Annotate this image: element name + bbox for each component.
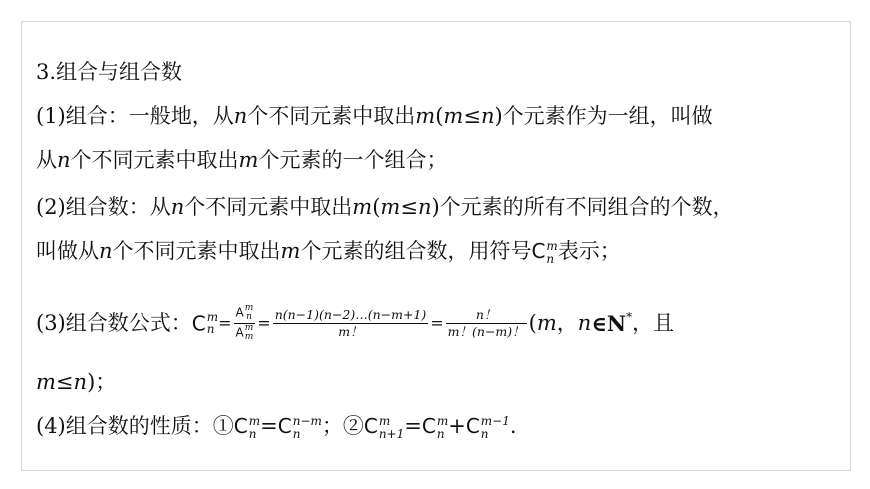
le-sign: ≤ <box>400 195 418 219</box>
section-heading: 3.组合与组合数 <box>36 60 183 84</box>
comb-symbol: C <box>233 414 248 439</box>
paren: ( <box>435 104 444 128</box>
var-n: n <box>57 148 71 172</box>
var-m: m <box>352 195 373 219</box>
comb-scripts <box>207 311 218 336</box>
fraction-product <box>273 307 429 339</box>
var-n: n <box>417 195 432 219</box>
sup-m: m <box>546 239 558 253</box>
comb-symbol: C <box>363 414 378 439</box>
sup-m: m <box>244 322 254 333</box>
frac-num: n！ <box>446 307 527 324</box>
var-m: m <box>415 104 436 128</box>
frac-den <box>234 324 256 343</box>
element-of-sign: ∈ <box>591 310 607 336</box>
def-text: 个元素作为一组，叫做 <box>502 104 713 128</box>
paren: ( <box>372 195 381 219</box>
comb-scripts <box>546 240 557 265</box>
def-text: 个不同元素中取出 <box>184 195 353 219</box>
perm-symbol: A <box>235 305 244 320</box>
frac-den: m！ <box>338 323 363 339</box>
and-text: ，且 <box>632 310 675 335</box>
sub: n+1 <box>378 426 405 441</box>
paren: ) <box>431 195 440 219</box>
star: * <box>626 309 633 324</box>
sub: n <box>436 426 445 441</box>
circled-one: ① <box>212 414 234 439</box>
var-n: n <box>480 104 495 128</box>
equals: = <box>257 313 271 333</box>
circled-two: ② <box>342 414 364 439</box>
var-m: m <box>280 239 301 264</box>
frac-num <box>234 304 256 324</box>
sup-m: m <box>206 309 219 324</box>
def-text: 个不同元素中取出 <box>247 104 416 128</box>
comb-scripts <box>249 415 260 440</box>
comb-symbol: C <box>531 239 546 264</box>
comb-symbol: C <box>277 414 292 439</box>
var-m: m <box>238 148 259 172</box>
sub-n: n <box>246 312 252 323</box>
sup: m <box>436 414 449 428</box>
equals: = <box>430 313 444 333</box>
var-m: m <box>36 370 56 394</box>
var-n: n <box>99 239 113 264</box>
comb-symbol: C <box>421 414 436 439</box>
formula-condition-line <box>36 372 116 393</box>
sup: n−m <box>292 414 322 428</box>
def-label: (2)组合数： <box>36 195 150 219</box>
formula-line <box>36 304 674 343</box>
comb-scripts <box>293 415 322 440</box>
equals: = <box>260 414 278 439</box>
sup-m: m <box>244 303 254 313</box>
fraction-factorial <box>446 307 527 339</box>
equals: = <box>218 313 232 333</box>
sup: m−1 <box>480 414 510 428</box>
perm-scripts <box>245 324 254 343</box>
perm-symbol: A <box>235 325 244 340</box>
equals: = <box>404 414 422 439</box>
paren: ( <box>528 310 537 335</box>
natural-numbers: N <box>606 310 627 336</box>
def-label: (1)组合： <box>36 104 129 128</box>
var-m: m <box>443 104 464 128</box>
combination-number-line-2 <box>36 240 621 265</box>
var-m: m <box>380 195 401 219</box>
comb-scripts <box>379 415 404 440</box>
comb-scripts <box>481 415 510 440</box>
le-sign: ≤ <box>463 104 481 128</box>
var-n: n <box>233 104 248 128</box>
sub-n: n <box>546 251 555 266</box>
properties-line <box>36 415 517 440</box>
comb-symbol: C <box>191 311 206 336</box>
def-text: 一般地，从 <box>128 104 234 128</box>
sub: n <box>292 426 301 441</box>
formula-label: (3)组合数公式： <box>36 310 192 335</box>
def-text: 从 <box>149 195 171 219</box>
frac-den: m！(n−m)！ <box>447 323 525 339</box>
le-sign: ≤ <box>55 370 74 394</box>
plus-sign: + <box>448 414 466 439</box>
def-text: 个元素的组合数，用符号 <box>300 239 532 264</box>
var-n: n <box>170 195 185 219</box>
comb-scripts <box>437 415 448 440</box>
frac-num: n(n−1)(n−2)…(n−m+1) <box>274 307 427 323</box>
combination-number-line-1 <box>36 197 734 218</box>
def-text: 个元素的所有不同组合的个数， <box>439 195 734 219</box>
def-text: 个元素的一个组合； <box>258 148 448 172</box>
def-text: 叫做从 <box>36 239 99 264</box>
separator: ； <box>321 414 343 439</box>
def-text: 从 <box>36 148 57 172</box>
sub: n <box>480 426 489 441</box>
sup: m <box>378 414 391 428</box>
sub: n <box>248 426 257 441</box>
def-text: 个不同元素中取出 <box>112 239 281 264</box>
period: . <box>509 414 517 439</box>
var-n: n <box>577 310 592 335</box>
comma: ， <box>556 310 578 335</box>
def-text: 个不同元素中取出 <box>70 148 239 172</box>
comb-symbol: C <box>465 414 480 439</box>
var-m: m <box>536 310 557 335</box>
fraction-a-over-a <box>234 304 256 343</box>
combination-definition-line-2 <box>36 150 447 171</box>
sub-n: n <box>206 322 215 337</box>
paren: ) <box>494 104 503 128</box>
paren: )； <box>87 370 117 394</box>
var-n: n <box>73 370 88 394</box>
def-text: 表示； <box>557 239 621 264</box>
sub-m: m <box>244 332 254 343</box>
combination-definition-line-1 <box>36 106 713 127</box>
properties-label: (4)组合数的性质： <box>36 414 213 439</box>
perm-scripts <box>245 304 254 323</box>
sup: m <box>248 414 261 428</box>
